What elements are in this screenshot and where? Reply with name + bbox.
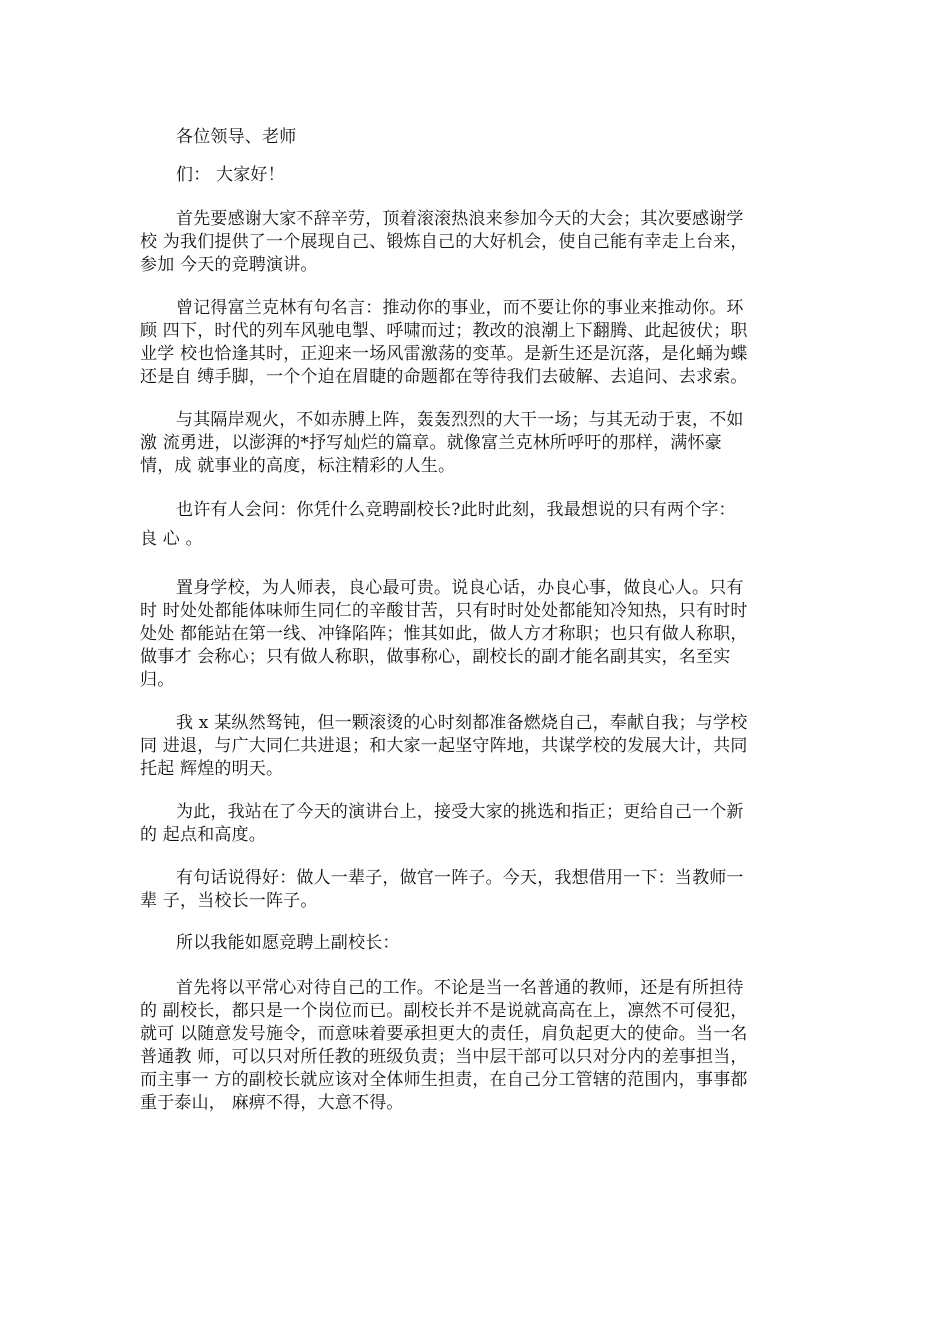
text-line: 重于泰山， 麻痹不得，大意不得。 bbox=[140, 1093, 404, 1113]
text-line: 与其隔岸观火，不如赤膊上阵，轰轰烈烈的大干一场；与其无动于衷，不如 bbox=[176, 410, 744, 430]
text-line: 激 流勇进，以澎湃的*抒写灿烂的篇章。就像富兰克林所呼吁的那样，满怀豪 bbox=[140, 433, 722, 453]
text-line: 顾 四下，时代的列车风驰电掣、呼啸而过；教改的浪潮上下翻腾、此起彼伏；职 bbox=[140, 321, 748, 341]
paragraph-first-point bbox=[140, 977, 820, 1115]
text-line: 为此，我站在了今天的演讲台上，接受大家的挑选和指正；更给自己一个新 bbox=[176, 802, 744, 822]
paragraph-podium bbox=[140, 801, 820, 847]
text-line: 托起 辉煌的明天。 bbox=[140, 759, 284, 779]
paragraph-conscience bbox=[140, 577, 820, 692]
text-line: 就可 以随意发号施令，而意味着要承担更大的责任，肩负起更大的使命。当一名 bbox=[140, 1024, 748, 1044]
greeting-line-2 bbox=[140, 164, 820, 187]
paragraph-franklin-quote bbox=[140, 297, 820, 389]
text-line: 业学 校也恰逢其时，正迎来一场风雷激荡的变革。是新生还是沉落，是化蛹为蝶 bbox=[140, 344, 748, 364]
paragraph-intro-list bbox=[140, 932, 820, 955]
text-line: 曾记得富兰克林有句名言：推动你的事业，而不要让你的事业来推动你。环 bbox=[176, 298, 744, 318]
paragraph-saying bbox=[140, 867, 820, 913]
text-line: 参加 今天的竞聘演讲。 bbox=[140, 255, 318, 275]
text-line: 置身学校，为人师表，良心最可贵。说良心话，办良心事，做良心人。只有 bbox=[176, 578, 744, 598]
text-line: 辈 子，当校长一阵子。 bbox=[140, 891, 318, 911]
text-line: 同 进退，与广大同仁共进退；和大家一起坚守阵地，共谋学校的发展大计，共同 bbox=[140, 736, 748, 756]
text-line: 普通教 师，可以只对所任教的班级负责；当中层干部可以只对分内的差事担当， bbox=[140, 1047, 748, 1067]
text-line: 首先将以平常心对待自己的工作。不论是当一名普通的教师，还是有所担待 bbox=[176, 978, 744, 998]
text-line: 校 为我们提供了一个展现自己、锻炼自己的大好机会，使自己能有幸走上台来， bbox=[140, 232, 748, 252]
paragraph-thanks bbox=[140, 208, 820, 277]
text-line: 我 x 某纵然驽钝，但一颗滚烫的心时刻都准备燃烧自己，奉献自我；与学校 bbox=[176, 713, 748, 733]
text-line: 还是自 缚手脚，一个个迫在眉睫的命题都在等待我们去破解、去追问、去求索。 bbox=[140, 367, 748, 387]
text-line: 所以我能如愿竞聘上副校长： bbox=[176, 933, 400, 953]
text-line: 首先要感谢大家不辞辛劳，顶着滚滚热浪来参加今天的大会；其次要感谢学 bbox=[176, 209, 744, 229]
text-line: 们： 大家好！ bbox=[176, 165, 285, 185]
text-line: 做事才 会称心；只有做人称职，做事称心，副校长的副才能名副其实，名至实 bbox=[140, 647, 731, 667]
text-line: 归。 bbox=[140, 670, 175, 690]
paragraph-dedication bbox=[140, 712, 820, 781]
text-line: 也许有人会问：你凭什么竞聘副校长?此时此刻，我最想说的只有两个字： bbox=[176, 500, 736, 520]
text-line: 良 心 。 bbox=[140, 529, 203, 549]
text-line: 处处 都能站在第一线、冲锋陷阵；惟其如此，做人方才称职；也只有做人称职， bbox=[140, 624, 748, 644]
paragraph-courage bbox=[140, 409, 820, 478]
text-line: 有句话说得好：做人一辈子，做官一阵子。今天，我想借用一下：当教师一 bbox=[176, 868, 744, 888]
greeting-line-1 bbox=[140, 126, 820, 149]
text-line: 而主事一 方的副校长就应该对全体师生担责，在自己分工管辖的范围内，事事都 bbox=[140, 1070, 748, 1090]
text-line: 的 起点和高度。 bbox=[140, 825, 267, 845]
paragraph-question bbox=[140, 499, 820, 551]
text-line: 各位领导、老师 bbox=[176, 127, 297, 147]
text-line: 时 时处处都能体味师生同仁的辛酸甘苦，只有时时处处都能知冷知热，只有时时 bbox=[140, 601, 748, 621]
text-line: 的 副校长，都只是一个岗位而已。副校长并不是说就高高在上，凛然不可侵犯， bbox=[140, 1001, 748, 1021]
text-line: 情，成 就事业的高度，标注精彩的人生。 bbox=[140, 456, 456, 476]
